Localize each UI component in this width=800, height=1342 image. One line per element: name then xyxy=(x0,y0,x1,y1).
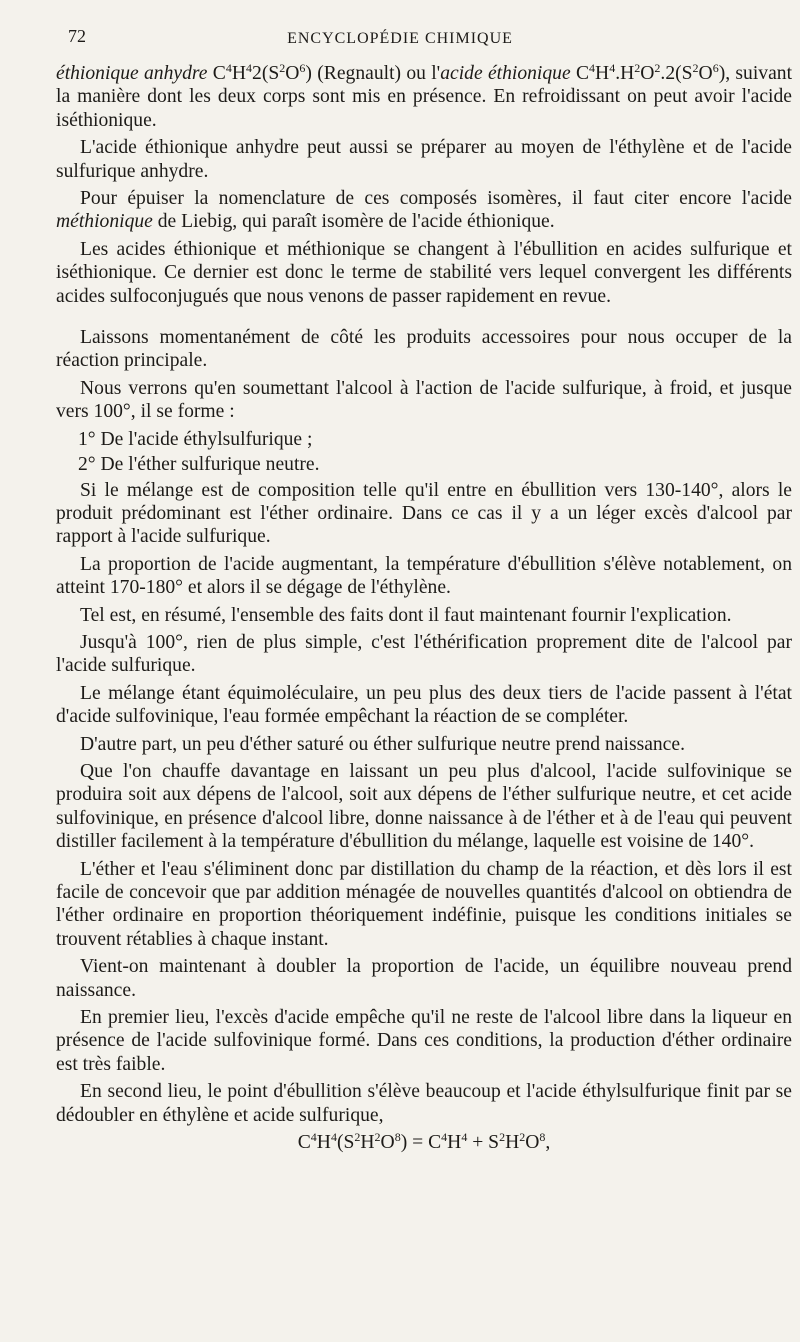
paragraph xyxy=(56,377,792,424)
superscript: 2 xyxy=(374,1130,381,1145)
text-run: H xyxy=(231,63,247,84)
text-run: Jusqu'à 100°, rien de plus simple, c'est l'éthérification proprement dite de l'alcool par l'acide sulfurique. xyxy=(56,631,792,677)
running-title: ENCYCLOPÉDIE CHIMIQUE xyxy=(287,30,513,47)
text-run: En second lieu, le point d'ébullition s'élève beaucoup et l'acide éthylsulfurique finit par se dédoubler en éthylène et acide sulfurique, xyxy=(56,1081,792,1126)
text-run: C xyxy=(207,63,226,84)
superscript: 2 xyxy=(654,61,661,75)
text-run: + S xyxy=(467,1132,500,1154)
text-run: Le mélange étant équimoléculaire, un peu plus des deux tiers de l'acide passent à l'état d'acide sulfovinique, l'eau formée empêchant la réaction de se compléter. xyxy=(56,682,792,728)
paragraph xyxy=(56,955,792,1002)
superscript: 8 xyxy=(394,1130,401,1145)
superscript: 2 xyxy=(354,1130,361,1145)
text-run: Vient-on maintenant à doubler la proportion de l'acide, un équilibre nouveau prend naissance. xyxy=(56,956,792,1001)
paragraph xyxy=(56,1006,792,1076)
text-run: 2(S xyxy=(252,63,280,84)
superscript: 8 xyxy=(539,1130,546,1145)
list-item: 1° De l'acide éthylsulfurique ; xyxy=(78,428,313,450)
text-run: Les acides éthionique et méthionique se changent à l'ébullition en acides sulfurique et iséthionique. Ce dernier est donc le terme de stabilité vers lequel convergent les différents acides sulfoconjugués que nous venons de passer rapidement en revue. xyxy=(56,238,792,307)
paragraph xyxy=(56,62,792,132)
superscript: 6 xyxy=(299,61,306,75)
superscript: 2 xyxy=(634,61,641,75)
paragraph xyxy=(56,682,792,729)
text-run: ) = C xyxy=(400,1132,442,1154)
text-run: O xyxy=(640,63,655,84)
italic-term: éthionique anhydre xyxy=(56,63,208,84)
text-run: Nous verrons qu'en soumettant l'alcool à l'action de l'acide sulfurique, à froid, et jusque vers 100°, il se forme : xyxy=(56,377,792,423)
text-run: H xyxy=(505,1132,520,1154)
text-run: C xyxy=(297,1132,311,1154)
superscript: 4 xyxy=(609,61,616,75)
paragraph-group-1 xyxy=(56,62,792,424)
text-run: C xyxy=(570,63,590,84)
text-run: O xyxy=(285,63,300,84)
superscript: 4 xyxy=(246,61,253,75)
superscript: 4 xyxy=(461,1130,468,1145)
text-run: En premier lieu, l'excès d'acide empêche qu'il ne reste de l'alcool libre dans la liqueur en présence de l'acide sulfovinique formé. Dans ces conditions, la production d'éther ordinaire est très faible. xyxy=(56,1007,792,1075)
superscript: 2 xyxy=(692,61,699,75)
text-run: ) (Regnault) ou l' xyxy=(305,63,441,84)
paragraph xyxy=(56,760,792,854)
text-run: , xyxy=(545,1132,551,1154)
paragraph xyxy=(56,733,792,756)
text-run: de Liebig, qui paraît isomère de l'acide éthionique. xyxy=(152,211,555,233)
superscript: 2 xyxy=(279,61,286,75)
italic-term: acide éthionique xyxy=(440,63,571,84)
text-run: L'acide éthionique anhydre peut aussi se préparer au moyen de l'éthylène et de l'acide sulfurique anhydre. xyxy=(56,137,792,182)
text-run: Laissons momentanément de côté les produits accessoires pour nous occuper de la réaction principale. xyxy=(56,327,792,372)
paragraph xyxy=(56,1080,792,1127)
paragraph xyxy=(56,553,792,600)
paragraph xyxy=(56,187,792,234)
text-run: H xyxy=(595,63,610,84)
text-run: O xyxy=(525,1132,540,1154)
paragraph xyxy=(56,326,792,373)
text-run: La proportion de l'acide augmentant, la température d'ébullition s'élève notablement, on atteint 170-180° et alors il se dégage de l'éthylène. xyxy=(56,553,792,599)
paragraph xyxy=(56,479,792,549)
superscript: 4 xyxy=(310,1130,317,1145)
page-number: 72 xyxy=(68,26,86,46)
italic-term: méthionique xyxy=(56,211,153,233)
superscript: 4 xyxy=(441,1130,448,1145)
text-run: O xyxy=(380,1132,395,1154)
reaction-formula xyxy=(56,1131,792,1154)
superscript: 4 xyxy=(225,61,232,75)
text-run: (S xyxy=(336,1132,355,1154)
formed-products-list xyxy=(56,428,792,477)
superscript: 2 xyxy=(519,1130,526,1145)
text-run: Que l'on chauffe davantage en laissant un peu plus d'alcool, l'acide sulfovinique se produira soit aux dépens de l'alcool, soit aux dépens de l'éther sulfurique neutre, et cet acide sulfovinique, en présence d'alcool libre, donne naissance à de l'éther et à de l'eau qui peuvent distiller facilement à la température d'ébullition du mélange, laquelle est voisine de 140°. xyxy=(56,760,792,853)
text-run: H xyxy=(316,1132,331,1154)
text-run: Tel est, en résumé, l'ensemble des faits dont il faut maintenant fournir l'explication. xyxy=(80,604,732,626)
text-run: .2(S xyxy=(660,63,693,84)
text-run: ), suivant la manière dont les deux corps sont mis en présence. En refroidissant on peut avoir l'acide iséthionique. xyxy=(56,63,793,131)
text-run: .H xyxy=(615,63,635,84)
text-run: L'éther et l'eau s'éliminent donc par distillation du champ de la réaction, et dès lors il est facile de concevoir que par addition ménagée de nouvelles quantités d'alcool on obtiendra de l'éther ordinaire en proportion théoriquement indéfinie, puisque les conditions initiales se trouvent rétablies à chaque instant. xyxy=(56,858,792,950)
paragraph xyxy=(56,631,792,678)
text-run: Si le mélange est de composition telle qu'il entre en ébullition vers 130-140°, alors le produit prédominant est l'éther ordinaire. Dans ce cas il y a un léger excès d'alcool par rapport à l'acide sulfurique. xyxy=(56,479,792,548)
paragraph xyxy=(56,136,792,183)
text-run: D'autre part, un peu d'éther saturé ou éther sulfurique neutre prend naissance. xyxy=(80,733,685,755)
superscript: 6 xyxy=(712,61,719,75)
paragraph xyxy=(56,858,792,952)
text-run: Pour épuiser la nomenclature de ces composés isomères, il faut citer encore l'acide xyxy=(80,188,792,210)
superscript: 2 xyxy=(499,1130,506,1145)
paragraph-group-2 xyxy=(56,479,792,1128)
superscript: 4 xyxy=(589,61,596,75)
superscript: 4 xyxy=(330,1130,337,1145)
text-run: H xyxy=(447,1132,462,1154)
text-run: H xyxy=(360,1132,375,1154)
paragraph xyxy=(56,604,792,627)
body-text xyxy=(56,62,792,1154)
paragraph xyxy=(56,238,792,308)
text-run: O xyxy=(698,63,713,84)
list-item: 2° De l'éther sulfurique neutre. xyxy=(78,454,320,476)
